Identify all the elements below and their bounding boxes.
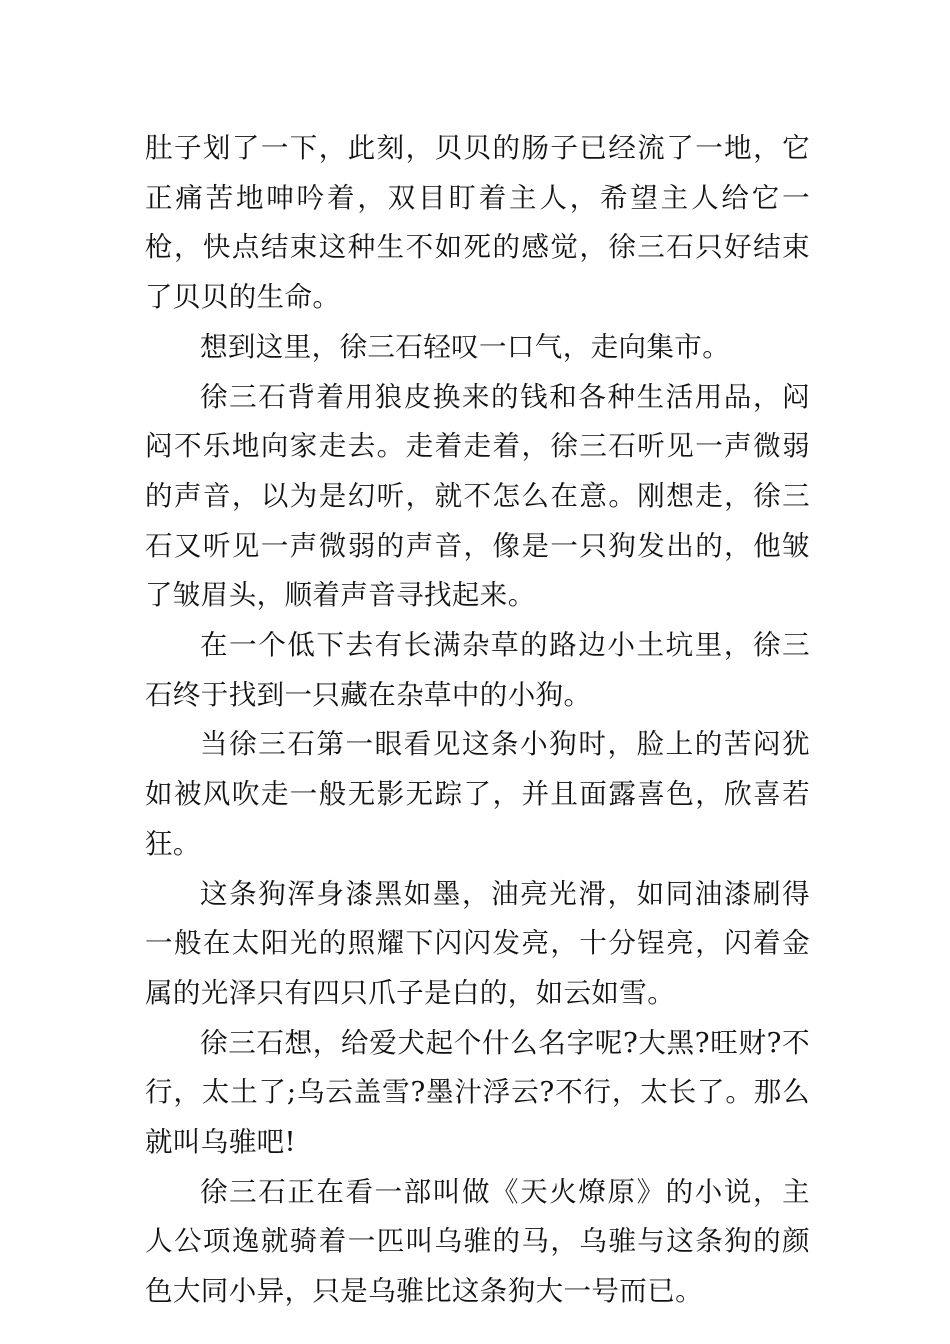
- paragraph-4: 在一个低下去有长满杂草的路边小土坑里，徐三石终于找到一只藏在杂草中的小狗。: [145, 629, 810, 711]
- paragraph-5: 当徐三石第一眼看见这条小狗时，脸上的苦闷犹如被风吹走一般无影无踪了，并且面露喜色，欣喜若狂。: [145, 728, 810, 860]
- paragraph-2: 想到这里，徐三石轻叹一口气，走向集市。: [200, 330, 731, 363]
- paragraph-6: 这条狗浑身漆黑如墨，油亮光滑，如同油漆刷得一般在太阳光的照耀下闪闪发亮，十分锃亮，闪着金属的光泽只有四只爪子是白的，如云如雪。: [145, 877, 810, 1009]
- article-body: [145, 124, 810, 1317]
- paragraph-8: 徐三石正在看一部叫做《天火燎原》的小说，主人公项逸就骑着一匹叫乌骓的马，乌骓与这条狗的颜色大同小异，只是乌骓比这条狗大一号而已。: [145, 1175, 810, 1308]
- paragraph-3: 徐三石背着用狼皮换来的钱和各种生活用品，闷闷不乐地向家走去。走着走着，徐三石听见一声微弱的声音，以为是幻听，就不怎么在意。刚想走，徐三石又听见一声微弱的声音，像是一只狗发出的，他皱了皱眉头，顺着声音寻找起来。: [145, 380, 810, 612]
- paragraph-7: 徐三石想，给爱犬起个什么名字呢?大黑?旺财?不行，太土了;乌云盖雪?墨汁浮云?不行，太长了。那么就叫乌骓吧!: [145, 1026, 810, 1159]
- paragraph-1: 肚子划了一下，此刻，贝贝的肠子已经流了一地，它正痛苦地呻吟着，双目盯着主人，希望主人给它一枪，快点结束这种生不如死的感觉，徐三石只好结束了贝贝的生命。: [145, 132, 810, 314]
